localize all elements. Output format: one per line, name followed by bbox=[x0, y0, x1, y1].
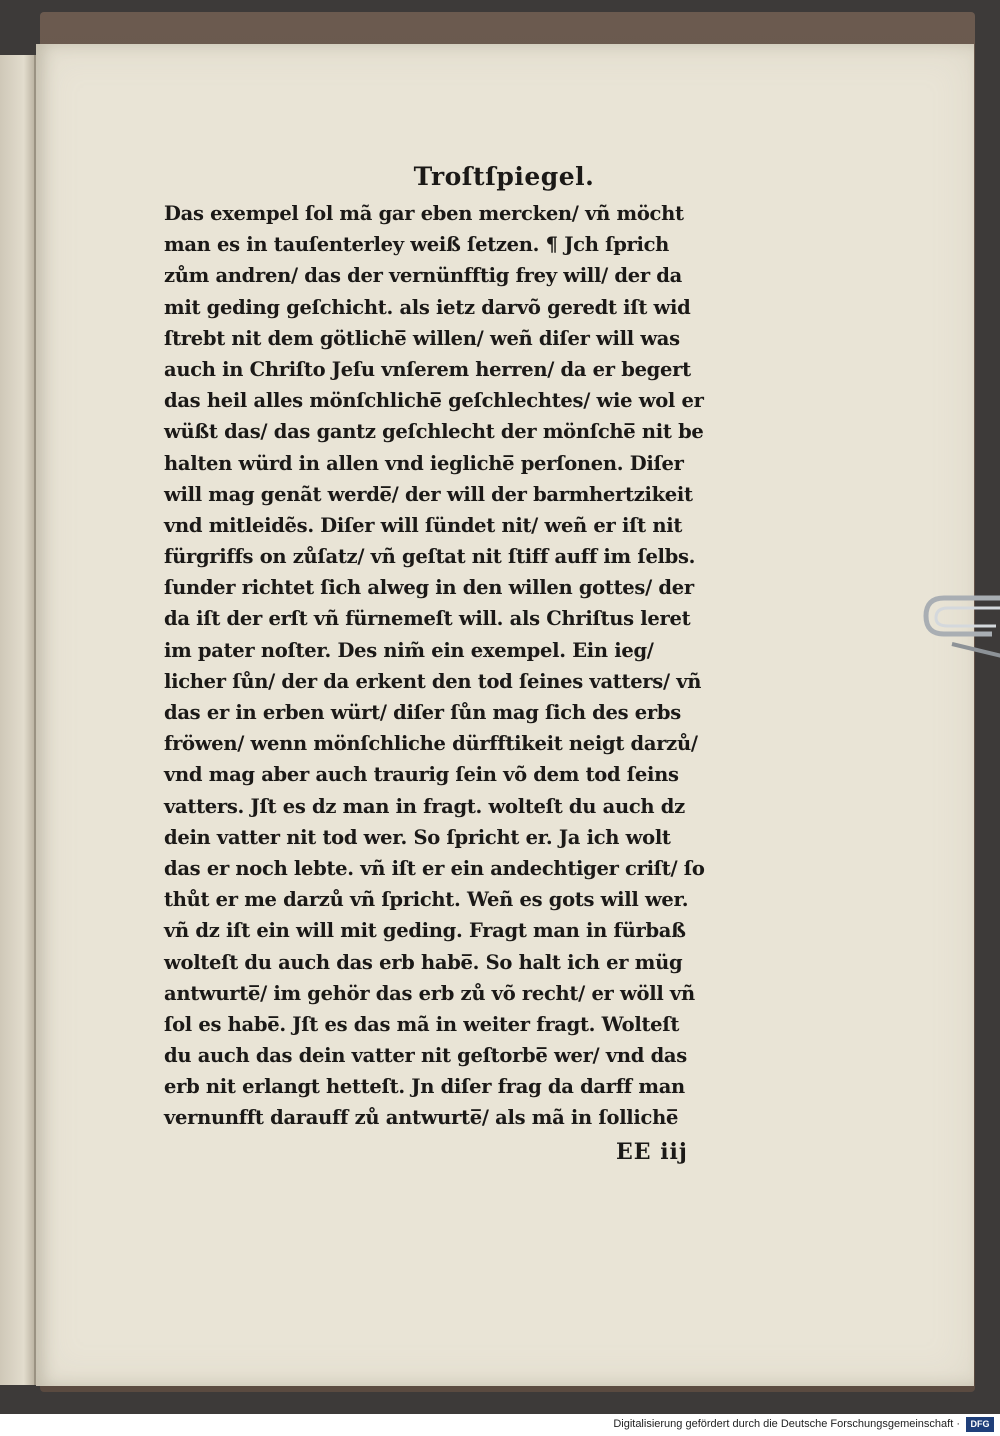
book-page bbox=[36, 44, 974, 1386]
text-line: thůt er me darzů vñ ſpricht. Weñ es gots will wer. bbox=[164, 888, 689, 912]
text-line: vnd mag aber auch traurig ſein võ dem tod ſeins bbox=[164, 763, 679, 787]
text-line: Das exempel ſol mã gar eben mercken/ vñ möcht bbox=[164, 202, 684, 225]
text-line: vñ dz iſt ein will mit geding. Fragt man in fürbaß bbox=[164, 919, 686, 943]
footer-bar bbox=[0, 1414, 1000, 1436]
text-line: wüßt das/ das gantz geſchlecht der mönſche̅ nit be bbox=[164, 420, 704, 444]
running-head: Troſtſpiegel. bbox=[413, 162, 595, 191]
text-line: ſol es habe̅. Jſt es das mã in weiter fragt. Wolteſt bbox=[164, 1012, 680, 1036]
dfg-logo: DFG bbox=[966, 1417, 994, 1432]
text-line: das er in erben würt/ diſer ſůn mag ſich des erbs bbox=[164, 701, 681, 724]
text-line: du auch das dein vatter nit geſtorbe̅ wer/ vnd das bbox=[164, 1044, 687, 1068]
text-line: man es in tauſenterley weiß ſetzen. ¶ Jch ſprich bbox=[164, 233, 670, 257]
text-line: fröwen/ wenn mönſchliche dürfftikeit neigt darzů/ bbox=[164, 732, 698, 756]
text-line: ſtrebt nit dem götliche̅ willen/ weñ diſer will was bbox=[164, 326, 680, 350]
text-line: im pater noſter. Des nim̃ ein exempel. Ein ieg/ bbox=[164, 638, 654, 662]
text-line: mit geding geſchicht. als ietz darvõ geredt iſt wid bbox=[164, 295, 691, 319]
text-line: da iſt der erſt vñ fürnemeſt will. als Chriſtus leret bbox=[164, 607, 691, 631]
text-line: licher ſůn/ der da erkent den tod ſeines vatters/ vñ bbox=[164, 669, 702, 693]
text-line: fürgriffs on zůſatz/ vñ geſtat nit ſtiff auff im ſelbs. bbox=[164, 545, 696, 569]
text-line: zům andren/ das der vernünfftig frey will/ der da bbox=[164, 264, 682, 288]
page-text-block bbox=[164, 160, 804, 1134]
text-lines bbox=[164, 198, 804, 1134]
text-line: das er noch lebte. vñ iſt er ein andechtiger criſt/ ſo bbox=[164, 856, 705, 880]
text-line: halten würd in allen vnd iegliche̅ perſonen. Diſer bbox=[164, 451, 684, 475]
text-line: vernunfft darauff zů antwurte̅/ als mã in ſolliche̅ bbox=[164, 1106, 679, 1130]
text-line: dein vatter nit tod wer. So ſpricht er. Ja ich wolt bbox=[164, 825, 671, 849]
text-line: wolteſt du auch das erb habe̅. So halt ich er müg bbox=[164, 950, 683, 974]
text-line: das heil alles mönſchliche̅ geſchlechtes/ wie wol er bbox=[164, 389, 704, 413]
text-line: vnd mitleidẽs. Diſer will ſündet nit/ weñ er iſt nit bbox=[164, 513, 683, 537]
signature-mark: EE iij bbox=[616, 1139, 688, 1165]
left-facing-page-edge bbox=[0, 55, 36, 1385]
text-line: will mag genãt werde̅/ der will der barmhertzikeit bbox=[164, 482, 693, 506]
text-line: erb nit erlangt hetteſt. Jn diſer frag da darff man bbox=[164, 1075, 685, 1099]
text-line: auch in Chriſto Jeſu vnſerem herren/ da er begert bbox=[164, 357, 691, 381]
text-line: vatters. Jſt es dz man in fragt. wolteſt du auch dz bbox=[164, 794, 685, 818]
text-line: antwurte̅/ im gehör das erb zů võ recht/ er wöll vñ bbox=[164, 981, 695, 1005]
paper-clip-icon bbox=[922, 592, 1000, 662]
funding-credit: Digitalisierung gefördert durch die Deutsche Forschungsgemeinschaft · bbox=[613, 1418, 960, 1430]
text-line: ſunder richtet ſich alweg in den willen gottes/ der bbox=[164, 576, 694, 600]
